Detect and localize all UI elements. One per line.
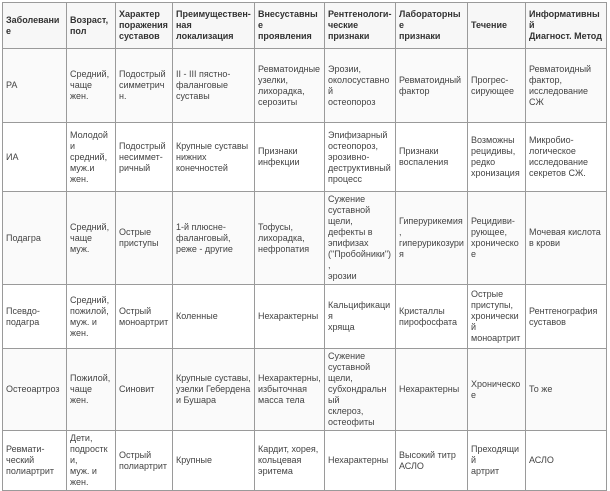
column-header: Характер поражения суставов — [116, 3, 173, 49]
table-cell: Средний, чаще муж. — [67, 192, 116, 285]
disease-name-cell: ИА — [3, 123, 67, 192]
table-cell: Кристаллы пирофосфата — [396, 285, 468, 349]
differential-diagnosis-table — [2, 2, 607, 491]
table-cell: Коленные — [173, 285, 255, 349]
table-cell: Крупные суставы нижних конечностей — [173, 123, 255, 192]
table-cell: Нехарактерны — [325, 431, 396, 491]
table-cell: Кардит, хорея, кольцевая эритема — [255, 431, 325, 491]
table-cell: Преходящий артрит — [468, 431, 526, 491]
table-cell: Пожилой, чаще жен. — [67, 349, 116, 431]
table-cell: Острый моноартрит — [116, 285, 173, 349]
table-cell: Нехарактерны — [396, 349, 468, 431]
table-cell: Признаки инфекции — [255, 123, 325, 192]
table-cell: Микробио- логическое исследование секретов СЖ. — [526, 123, 607, 192]
table-row — [3, 349, 607, 431]
table-cell: 1-й плюсне- фаланговый, реже - другие — [173, 192, 255, 285]
table-header-row — [3, 3, 607, 49]
table-cell: Ревматоидный фактор, исследование СЖ — [526, 49, 607, 123]
table-cell: То же — [526, 349, 607, 431]
table-cell: Кальцификация хряща — [325, 285, 396, 349]
table-cell: АСЛО — [526, 431, 607, 491]
table-cell: Острые приступы — [116, 192, 173, 285]
table-cell: Молодой и средний, муж.и жен. — [67, 123, 116, 192]
table-row — [3, 285, 607, 349]
column-header: Лабораторные признаки — [396, 3, 468, 49]
table-cell: Эпифизарный остеопороз, эрозивно- деструктивный процесс — [325, 123, 396, 192]
table-cell: Нехарактерны — [255, 285, 325, 349]
table-cell: Высокий титр АСЛО — [396, 431, 468, 491]
column-header: Рентгенологи- ческие признаки — [325, 3, 396, 49]
table-row — [3, 123, 607, 192]
table-cell: Средний, чаще жен. — [67, 49, 116, 123]
table-cell: Подострый симметричн. — [116, 49, 173, 123]
table-cell: Прогрес- сирующее — [468, 49, 526, 123]
table-cell: Возможны рецидивы, редко хронизация — [468, 123, 526, 192]
column-header: Заболевание — [3, 3, 67, 49]
table-cell: Нехарактерны, избыточная масса тела — [255, 349, 325, 431]
table-row — [3, 192, 607, 285]
table-cell: Рентгенография суставов — [526, 285, 607, 349]
table-cell: Рецидиви- рующее, хроническое — [468, 192, 526, 285]
column-header: Течение — [468, 3, 526, 49]
table-cell: Крупные суставы, узелки Гебердена и Бушара — [173, 349, 255, 431]
table-cell: Ревматоидный фактор — [396, 49, 468, 123]
table-cell: Сужение суставной щели, субхондральный склероз, остеофиты — [325, 349, 396, 431]
table-cell: II - III пястно- фаланговые суставы — [173, 49, 255, 123]
table-cell: Ревматоидные узелки, лихорадка, серозиты — [255, 49, 325, 123]
column-header: Внесуставные проявления — [255, 3, 325, 49]
table-cell: Острые приступы, хронический моноартрит — [468, 285, 526, 349]
table-cell: Эрозии, околосуставной остеопороз — [325, 49, 396, 123]
table-row — [3, 431, 607, 491]
table-row — [3, 49, 607, 123]
table-cell: Синовит — [116, 349, 173, 431]
table-cell: Тофусы, лихорадка, нефропатия — [255, 192, 325, 285]
disease-name-cell: Остеоартроз — [3, 349, 67, 431]
disease-name-cell: Псевдо- подагра — [3, 285, 67, 349]
column-header: Преимуществен- ная локализация — [173, 3, 255, 49]
table-cell: Хроническое — [468, 349, 526, 431]
table-cell: Мочевая кислота в крови — [526, 192, 607, 285]
table-cell: Острый полиартрит — [116, 431, 173, 491]
disease-name-cell: Подагра — [3, 192, 67, 285]
table-cell: Признаки воспаления — [396, 123, 468, 192]
table-cell: Крупные — [173, 431, 255, 491]
table-cell: Гиперурикемия, гиперурикозурия — [396, 192, 468, 285]
table-cell: Средний, пожилой, муж. и жен. — [67, 285, 116, 349]
disease-name-cell: Ревмати- ческий полиартрит — [3, 431, 67, 491]
column-header: Информативный Диагност. Метод — [526, 3, 607, 49]
disease-name-cell: РА — [3, 49, 67, 123]
table-cell: Дети, подростки, муж. и жен. — [67, 431, 116, 491]
column-header: Возраст, пол — [67, 3, 116, 49]
table-cell: Подострый несиммет- ричный — [116, 123, 173, 192]
table-cell: Сужение суставной щели, дефекты в эпифизах ("Пробойники"), эрозии — [325, 192, 396, 285]
